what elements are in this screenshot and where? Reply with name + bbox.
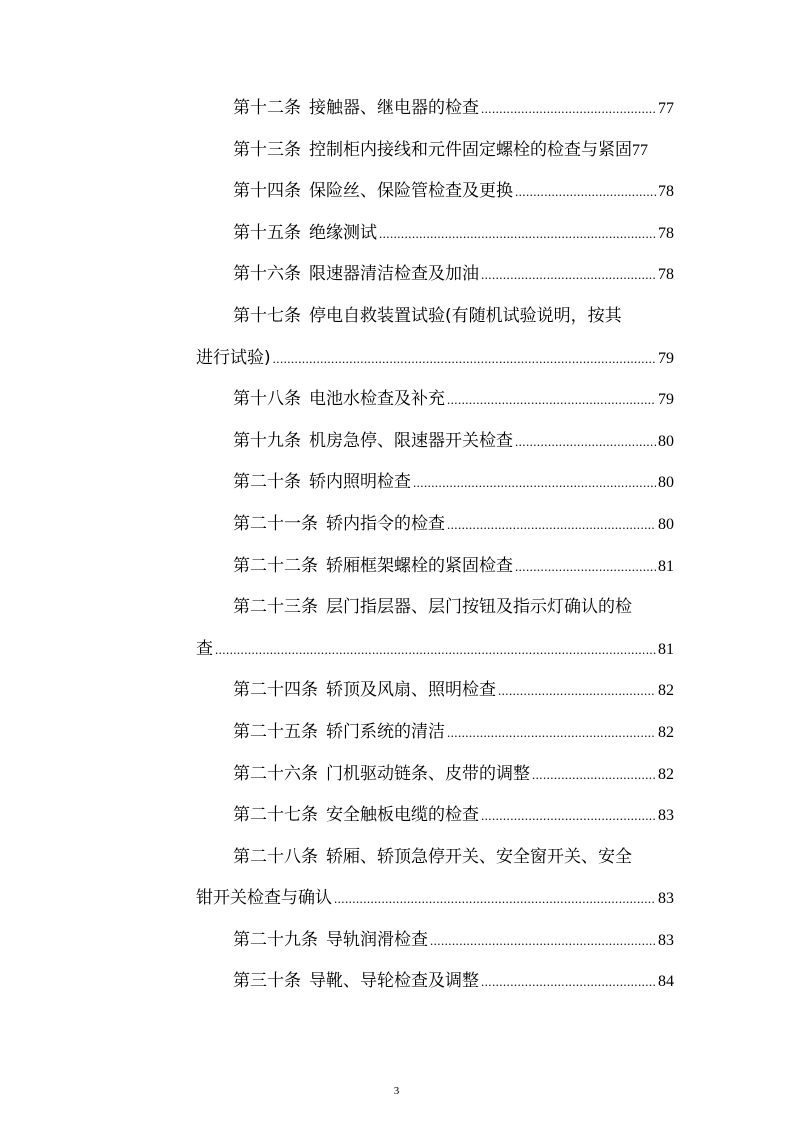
toc-article-number: 第二十七条: [233, 805, 318, 826]
toc-article-number: 第十二条: [233, 98, 301, 118]
toc-title: 门机驱动链条、皮带的调整: [326, 763, 530, 784]
toc-article-number: 第二十二条: [233, 555, 318, 576]
toc-entry[interactable]: [196, 379, 674, 421]
toc-line: [196, 546, 674, 588]
toc-line: [196, 504, 674, 546]
toc-title: 轿门系统的清洁: [326, 721, 445, 742]
toc-page-number: 78: [658, 183, 674, 201]
toc-page-number: 80: [658, 474, 674, 492]
toc-entry[interactable]: [196, 961, 674, 1003]
toc-dot-leader: [532, 754, 656, 796]
toc-line-continued: [196, 878, 674, 920]
toc-line: [196, 421, 674, 463]
toc-line: [196, 587, 674, 629]
toc-article-number: 第十九条: [233, 430, 301, 451]
toc-article-number: 第二十四条: [233, 680, 318, 701]
toc-entry[interactable]: [196, 546, 674, 588]
toc-dot-leader: [515, 421, 656, 463]
toc-page-number: 77: [632, 141, 648, 159]
toc-article-number: 第十六条: [233, 264, 301, 285]
toc-page-number: 78: [658, 266, 674, 284]
toc-entry[interactable]: [196, 712, 674, 754]
toc-entry[interactable]: [196, 296, 674, 379]
toc-line: [196, 837, 674, 879]
toc-entry[interactable]: [196, 254, 674, 296]
toc-line-continued: [196, 629, 674, 671]
toc-line-continued: [196, 338, 674, 380]
toc-page-number: 84: [658, 973, 674, 991]
toc-title-continued: 钳开关检查与确认: [196, 888, 332, 909]
toc-page-number: 83: [658, 931, 674, 949]
toc-dot-leader: [498, 670, 656, 712]
toc-dot-leader: [481, 961, 656, 1003]
toc-article-number: 第二十九条: [233, 929, 318, 950]
toc-article-number: 第二十三条: [233, 597, 318, 618]
toc-line: [196, 130, 674, 172]
toc-article-number: 第十八条: [233, 389, 301, 410]
toc-line: [196, 754, 674, 796]
toc-title: 轿厢、轿顶急停开关、安全窗开关、安全: [326, 846, 632, 867]
toc-article-number: 第十三条: [233, 139, 301, 160]
toc-entry[interactable]: [196, 795, 674, 837]
toc-title: 轿厢框架螺栓的紧固检查: [326, 555, 513, 576]
toc-page-number: 81: [658, 640, 674, 658]
toc-title-continued: 进行试验): [196, 347, 271, 368]
toc-entry[interactable]: [196, 670, 674, 712]
toc-line: [196, 213, 674, 255]
toc-title: 停电自救装置试验(有随机试验说明，按其: [309, 305, 622, 326]
toc-title: 电池水检查及补充: [309, 389, 445, 410]
toc-line: [196, 670, 674, 712]
toc-title: 导轨润滑检查: [326, 929, 428, 950]
toc-article-number: 第十五条: [233, 222, 301, 243]
page-number: 3: [393, 1085, 400, 1097]
toc-line: [196, 296, 674, 338]
toc-dot-leader: [379, 213, 656, 255]
toc-dot-leader: [447, 504, 656, 546]
toc-entry[interactable]: [196, 213, 674, 255]
toc-article-number: 第二十五条: [233, 721, 318, 742]
toc-entry[interactable]: [196, 837, 674, 920]
toc-dot-leader: [430, 920, 656, 962]
toc-title-continued: 查: [196, 638, 213, 659]
toc-line: [196, 379, 674, 421]
toc-line: [196, 920, 674, 962]
toc-page-number: 79: [658, 349, 674, 367]
toc-dot-leader: [515, 546, 656, 588]
toc-dot-leader: [447, 379, 656, 421]
toc-title: 控制柜内接线和元件固定螺栓的检查与紧固: [309, 139, 632, 160]
toc-page-number: 83: [658, 807, 674, 825]
toc-page-number: 79: [658, 391, 674, 409]
toc-article-number: 第二十条: [233, 472, 301, 493]
toc-page-number: 82: [658, 723, 674, 741]
toc-page-number: 77: [658, 100, 674, 117]
toc-entry[interactable]: [196, 504, 674, 546]
toc-article-number: 第十七条: [233, 305, 301, 326]
toc-page-number: 78: [658, 224, 674, 242]
toc-title: 导靴、导轮检查及调整: [309, 971, 479, 992]
toc-page-number: 83: [658, 890, 674, 908]
toc-dot-leader: [481, 795, 656, 837]
toc-entry[interactable]: [196, 587, 674, 670]
toc-dot-leader: [413, 462, 656, 504]
toc-line: [196, 254, 674, 296]
toc-entry[interactable]: [196, 920, 674, 962]
toc-entry[interactable]: [196, 171, 674, 213]
toc-title: 机房急停、限速器开关检查: [309, 430, 513, 451]
toc-dot-leader: [515, 171, 656, 213]
toc-dot-leader: [447, 712, 656, 754]
toc-line: [196, 961, 674, 1003]
toc-page-number: 80: [658, 515, 674, 533]
table-of-contents: [196, 88, 674, 1003]
toc-article-number: 第二十八条: [233, 846, 318, 867]
toc-entry[interactable]: [196, 88, 674, 130]
toc-title: 绝缘测试: [309, 222, 377, 243]
toc-title: 轿内指令的检查: [326, 513, 445, 534]
toc-title: 安全触板电缆的检查: [326, 805, 479, 826]
toc-dot-leader: [273, 338, 656, 380]
toc-page-number: 82: [658, 682, 674, 700]
toc-entry[interactable]: [196, 754, 674, 796]
toc-dot-leader: [481, 88, 656, 130]
toc-page-number: 81: [658, 557, 674, 575]
toc-title: 接触器、继电器的检查: [309, 98, 479, 118]
toc-entry[interactable]: [196, 462, 674, 504]
toc-entry[interactable]: [196, 421, 674, 463]
toc-title: 轿顶及风扇、照明检查: [326, 680, 496, 701]
toc-line: [196, 88, 674, 130]
toc-page-number: 82: [658, 765, 674, 783]
toc-dot-leader: [481, 254, 656, 296]
toc-article-number: 第三十条: [233, 971, 301, 992]
toc-article-number: 第二十一条: [233, 513, 318, 534]
toc-title: 保险丝、保险管检查及更换: [309, 181, 513, 202]
toc-title: 轿内照明检查: [309, 472, 411, 493]
toc-dot-leader: [334, 878, 656, 920]
toc-line: [196, 712, 674, 754]
toc-title: 层门指层器、层门按钮及指示灯确认的检: [326, 597, 632, 618]
toc-line: [196, 171, 674, 213]
toc-line: [196, 462, 674, 504]
toc-article-number: 第十四条: [233, 181, 301, 202]
toc-page-number: 80: [658, 432, 674, 450]
toc-article-number: 第二十六条: [233, 763, 318, 784]
toc-dot-leader: [215, 629, 656, 671]
toc-title: 限速器清洁检查及加油: [309, 264, 479, 285]
toc-entry[interactable]: [196, 130, 674, 172]
toc-line: [196, 795, 674, 837]
